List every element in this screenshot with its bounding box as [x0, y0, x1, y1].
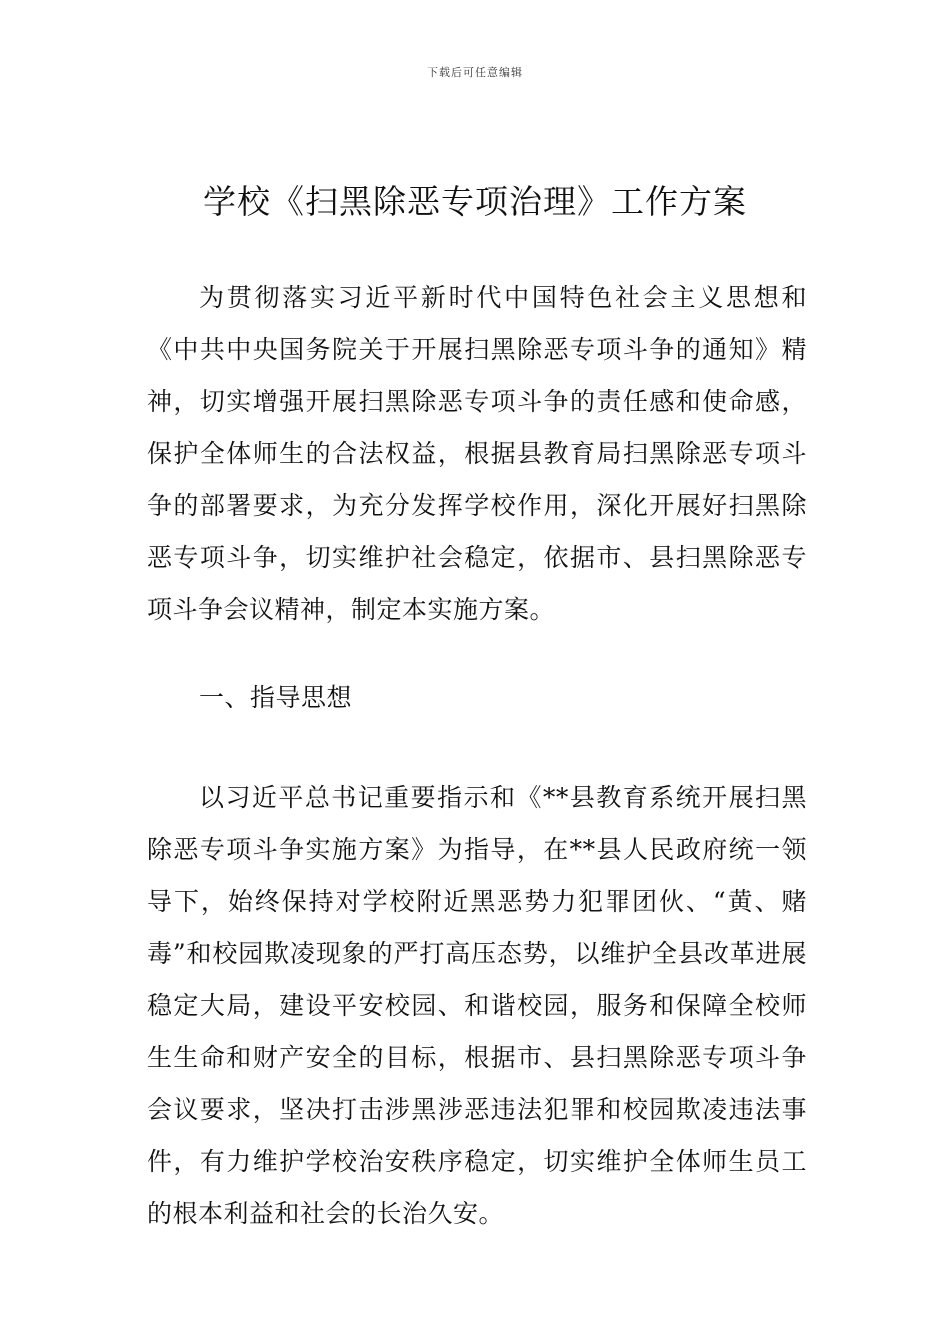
- section-body-guiding-ideology: 以习近平总书记重要指示和《**县教育系统开展扫黑除恶专项斗争实施方案》为指导，在**县人民政府统一领导下，始终保持对学校附近黑恶势力犯罪团伙、“黄、赌毒”和校园欺凌现象的严打高压态势，以维护全县改革进展稳定大局，建设平安校园、和谐校园，服务和保障全校师生生命和财产安全的目标，根据市、县扫黑除恶专项斗争会议要求，坚决打击涉黑涉恶违法犯罪和校园欺凌违法事件，有力维护学校治安秩序稳定，切实维护全体师生员工的根本利益和社会的长治久安。: [147, 783, 807, 1228]
- section-heading-guiding-ideology: 一、指导思想: [199, 683, 353, 712]
- header-note: 下载后可任意编辑: [427, 66, 523, 79]
- document-title: 学校《扫黑除恶专项治理》工作方案: [203, 182, 747, 221]
- intro-paragraph: 为贯彻落实习近平新时代中国特色社会主义思想和《中共中央国务院关于开展扫黑除恶专项斗争的通知》精神，切实增强开展扫黑除恶专项斗争的责任感和使命感，保护全体师生的合法权益，根据县教育局扫黑除恶专项斗争的部署要求，为充分发挥学校作用，深化开展好扫黑除恶专项斗争，切实维护社会稳定，依据市、县扫黑除恶专项斗争会议精神，制定本实施方案。: [147, 283, 807, 624]
